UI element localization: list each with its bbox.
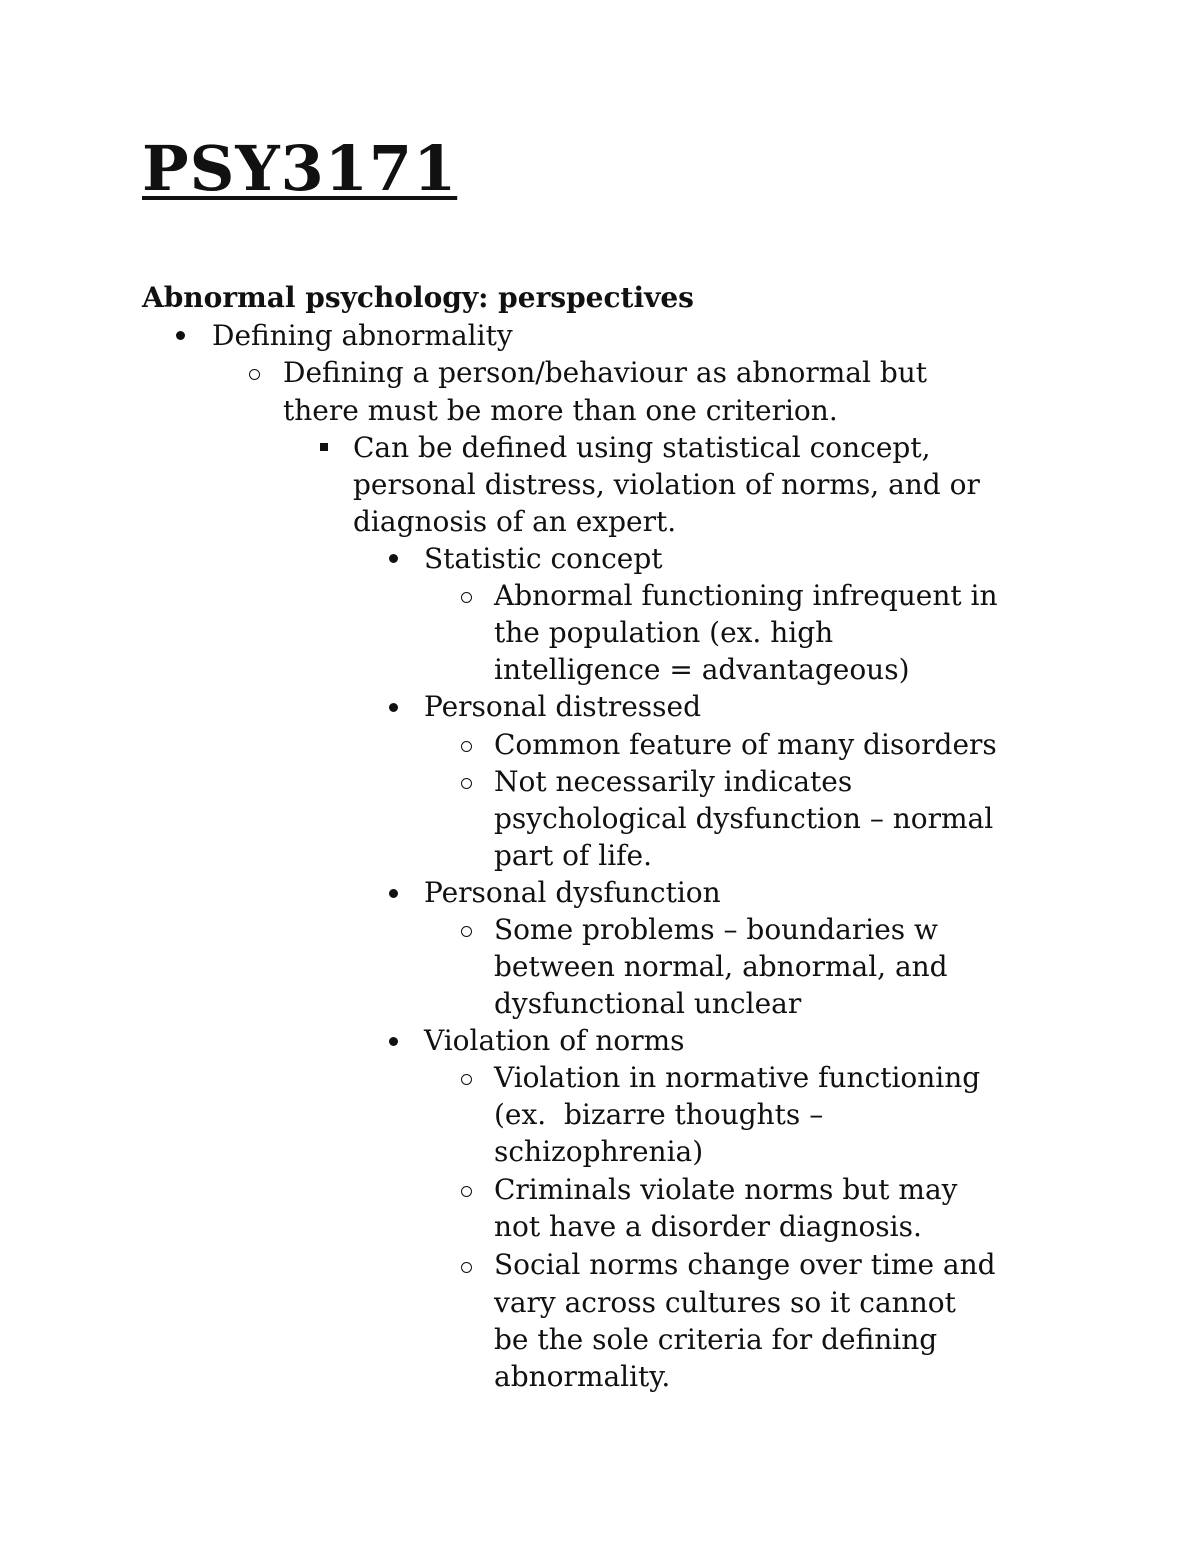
criterion-point-line: intelligence = advantageous): [494, 653, 910, 686]
outline-item-l3-line: diagnosis of an expert.: [353, 505, 677, 538]
criterion-point-line: Common feature of many disorders: [494, 728, 997, 761]
bullet-circle-icon: [461, 778, 472, 789]
section-heading: Abnormal psychology: perspectives: [142, 281, 694, 314]
bullet-dot-icon: [389, 1037, 398, 1046]
document-title: PSY3171: [142, 132, 458, 205]
criterion-point-line: Some problems – boundaries w: [494, 913, 939, 946]
bullet-circle-icon: [461, 1186, 472, 1197]
bullet-square-icon: [320, 443, 328, 451]
outline-item-l2-line: there must be more than one criterion.: [283, 394, 838, 427]
outline-item-l1: Defining abnormality: [212, 319, 513, 352]
bullet-dot-icon: [389, 889, 398, 898]
criterion-point-line: vary across cultures so it cannot: [494, 1286, 956, 1319]
bullet-circle-icon: [461, 741, 472, 752]
criterion-point-line: Social norms change over time and: [494, 1248, 996, 1281]
criterion-point-line: between normal, abnormal, and: [494, 950, 948, 983]
criterion-label: Violation of norms: [424, 1024, 685, 1057]
criterion-point-line: Violation in normative functioning: [494, 1061, 981, 1094]
criterion-point-line: Not necessarily indicates: [494, 765, 853, 798]
criterion-point-line: the population (ex. high: [494, 616, 834, 649]
outline-item-l2-line: Defining a person/behaviour as abnormal but: [283, 356, 928, 389]
criterion-point-line: psychological dysfunction – normal: [494, 802, 994, 835]
bullet-circle-icon: [461, 592, 472, 603]
criterion-point-line: schizophrenia): [494, 1135, 704, 1168]
bullet-circle-icon: [461, 926, 472, 937]
criterion-point-line: be the sole criteria for defining: [494, 1323, 938, 1356]
bullet-dot-icon: [389, 703, 398, 712]
criterion-point-line: dysfunctional unclear: [494, 987, 802, 1020]
bullet-circle-icon: [249, 369, 260, 380]
criterion-label: Personal dysfunction: [424, 876, 721, 909]
outline-item-l3-line: Can be defined using statistical concept,: [353, 431, 931, 464]
outline-item-l3-line: personal distress, violation of norms, and or: [353, 468, 980, 501]
criterion-point-line: not have a disorder diagnosis.: [494, 1210, 922, 1243]
criterion-point-line: (ex. bizarre thoughts –: [494, 1098, 824, 1131]
bullet-circle-icon: [461, 1262, 472, 1273]
criterion-point-line: Criminals violate norms but may: [494, 1173, 958, 1206]
criterion-point-line: part of life.: [494, 839, 653, 872]
bullet-circle-icon: [461, 1074, 472, 1085]
bullet-dot-icon: [176, 331, 185, 340]
bullet-dot-icon: [389, 554, 398, 563]
criterion-point-line: abnormality.: [494, 1360, 671, 1393]
criterion-label: Statistic concept: [424, 542, 663, 575]
criterion-point-line: Abnormal functioning infrequent in: [494, 579, 998, 612]
criterion-label: Personal distressed: [424, 690, 702, 723]
